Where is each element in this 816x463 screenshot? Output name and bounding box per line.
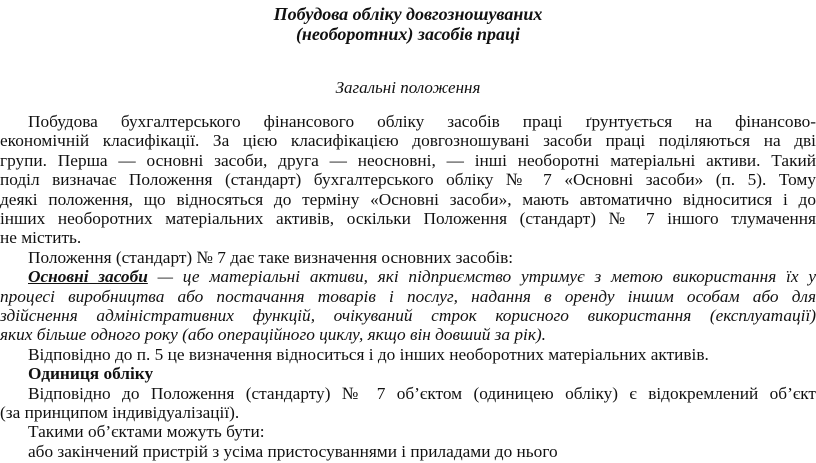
document-title-line-1: Побудова обліку довгозношуваних <box>273 4 543 24</box>
paragraph-line: Положення (стандарт) № 7 дає таке визначення основних засобів: <box>28 247 514 267</box>
paragraph-line: поділ визначає Положення (стандарт) бухгалтерського обліку № 7 «Основні засоби» (п. 5). Тому <box>0 170 816 190</box>
definition-line: процесі виробництва або постачання товарів і послуг, надання в оренду іншим особам або для <box>0 286 816 306</box>
paragraph-line: інших необоротних матеріальних активів, оскільки Положення (стандарт) № 7 іншого тлумачення <box>0 209 816 228</box>
paragraph-line: Побудова бухгалтерського фінансового обліку засобів праці ґрунтується на фінансово- <box>28 112 816 131</box>
paragraph-line: (за принципом індивідуалізації). <box>0 403 240 422</box>
section-heading: Загальні положення <box>335 78 481 97</box>
paragraph-line: Відповідно до Положення (стандарту) № 7 об’єктом (одиницею обліку) є відокремлений об’єкт <box>28 383 816 403</box>
definition-line: яких більше одного року (або операційного циклу, якщо він довший за рік). <box>0 325 546 345</box>
definition-text: — це матеріальні активи, які підприємство утримує з метою використання їх у <box>147 267 816 287</box>
paragraph-line: економічній класифікації. За цією класифікацією довгозношувані засоби праці поділяються на дві <box>0 131 816 151</box>
paragraph-line: Відповідно до п. 5 це визначення відноситься і до інших необоротних матеріальних активів. <box>28 344 709 364</box>
definition-line <box>0 267 816 286</box>
unit-heading: Одиниця обліку <box>28 364 154 384</box>
paragraph-line: групи. Перша — основні засоби, друга — неосновні, — інші необоротні матеріальні активи. Такий <box>0 150 816 170</box>
paragraph-line: або закінчений пристрій з усіма пристосуваннями і приладами до нього <box>28 441 558 461</box>
definition-line: здійснення адміністративних функцій, очікуваний строк корисного використання (експлуатації) <box>0 306 816 325</box>
paragraph-line: Такими об’єктами можуть бути: <box>28 422 265 442</box>
document-title-line-2: (необоротних) засобів праці <box>295 24 521 44</box>
paragraph-line: деякі положення, що відносяться до терміну «Основні засоби», мають автоматично відноситися і до <box>0 189 816 209</box>
definition-term: Основні засоби <box>28 267 148 287</box>
paragraph-line: не містить. <box>0 228 82 248</box>
